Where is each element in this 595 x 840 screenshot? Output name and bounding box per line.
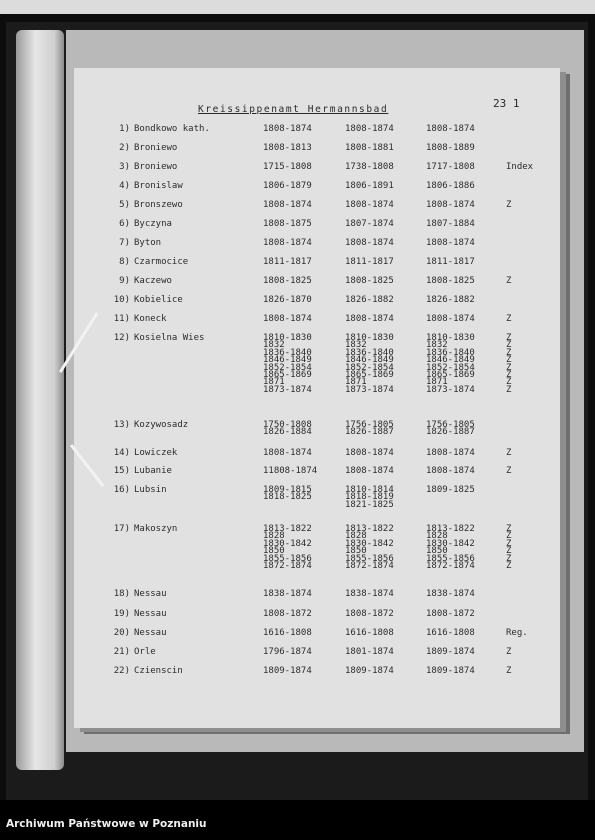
cell-num: 5) — [119, 200, 130, 210]
cell-num: 7) — [119, 238, 130, 248]
cell-name: Makoszyn — [134, 524, 178, 534]
cell-a: 1808-1874 — [263, 314, 312, 324]
cell-num: 4) — [119, 181, 130, 191]
cell-num: 19) — [113, 609, 130, 619]
cell-num: 18) — [113, 589, 130, 599]
cell-c: 1808-1874 — [426, 314, 475, 324]
cell-note: Z — [506, 647, 512, 657]
table-row — [0, 240, 595, 252]
cell-a: 1810-1830 1832 1836-1840 1846-1849 1852-1854 1865-1869 1871 1873-1874 — [263, 333, 312, 395]
cell-a: 1808-1872 — [263, 609, 312, 619]
cell-num: 11) — [113, 314, 130, 324]
cell-name: Bronszewo — [134, 200, 183, 210]
cell-a: 1715-1808 — [263, 162, 312, 172]
cell-name: Kozywosadz — [134, 420, 189, 430]
cell-num: 15) — [113, 466, 130, 476]
cell-num: 6) — [119, 219, 130, 229]
cell-num: 3) — [119, 162, 130, 172]
cell-a: 1811-1817 — [263, 257, 312, 267]
cell-a: 1806-1879 — [263, 181, 312, 191]
cell-num: 16) — [113, 485, 130, 495]
cell-name: Byczyna — [134, 219, 172, 229]
cell-num: 20) — [113, 628, 130, 638]
cell-c: 1813-1822 1828 1830-1842 1850 1855-1856 1872-1874 — [426, 524, 475, 572]
cell-num: 2) — [119, 143, 130, 153]
cell-b: 1808-1874 — [345, 200, 394, 210]
cell-b: 1809-1874 — [345, 666, 394, 676]
table-row — [0, 297, 595, 309]
cell-b: 1808-1874 — [345, 238, 394, 248]
cell-b: 1808-1874 — [345, 466, 394, 476]
table-row — [0, 649, 595, 661]
cell-a: 1808-1874 — [263, 448, 312, 458]
cell-c: 1809-1874 — [426, 666, 475, 676]
cell-c: 1806-1886 — [426, 181, 475, 191]
cell-num: 8) — [119, 257, 130, 267]
cell-c: 1808-1874 — [426, 200, 475, 210]
cell-b: 1756-1805 1826-1887 — [345, 420, 394, 438]
cell-name: Orle — [134, 647, 156, 657]
table-row — [0, 333, 595, 395]
cell-b: 1616-1808 — [345, 628, 394, 638]
cell-c: 1756-1805 1826-1887 — [426, 420, 475, 438]
cell-note: Z — [506, 466, 512, 476]
cell-name: Lowiczek — [134, 448, 178, 458]
cell-num: 21) — [113, 647, 130, 657]
cell-c: 1826-1882 — [426, 295, 475, 305]
cell-name: Czienscin — [134, 666, 183, 676]
cell-b: 1808-1881 — [345, 143, 394, 153]
table-row — [0, 420, 595, 438]
table-row — [0, 126, 595, 138]
cell-name: Kaczewo — [134, 276, 172, 286]
cell-b: 1808-1872 — [345, 609, 394, 619]
cell-a: 1808-1813 — [263, 143, 312, 153]
table-row — [0, 450, 595, 462]
cell-a: 11808-1874 — [263, 466, 318, 476]
table-row — [0, 221, 595, 233]
page-number: 23 1 — [493, 97, 520, 110]
cell-note: Z Z Z Z Z Z — [506, 524, 512, 572]
cell-name: Nessau — [134, 628, 167, 638]
cell-note: Z — [506, 448, 512, 458]
cell-c: 1809-1874 — [426, 647, 475, 657]
cell-a: 1808-1874 — [263, 200, 312, 210]
cell-b: 1738-1808 — [345, 162, 394, 172]
cell-name: Koneck — [134, 314, 167, 324]
table-row — [0, 485, 595, 510]
cell-c: 1810-1830 1832 1836-1840 1846-1849 1852-1854 1865-1869 1871 1873-1874 — [426, 333, 475, 395]
cell-b: 1806-1891 — [345, 181, 394, 191]
cell-a: 1809-1815 1818-1825 — [263, 485, 312, 503]
cell-b: 1826-1882 — [345, 295, 394, 305]
cell-note: Z — [506, 666, 512, 676]
cell-c: 1811-1817 — [426, 257, 475, 267]
table-row — [0, 145, 595, 157]
cell-b: 1811-1817 — [345, 257, 394, 267]
cell-note: Index — [506, 162, 534, 172]
table-row — [0, 278, 595, 290]
cell-b: 1801-1874 — [345, 647, 394, 657]
cell-a: 1838-1874 — [263, 589, 312, 599]
cell-name: Nessau — [134, 589, 167, 599]
cell-b: 1807-1874 — [345, 219, 394, 229]
cell-c: 1807-1884 — [426, 219, 475, 229]
cell-num: 10) — [113, 295, 130, 305]
cell-name: Broniewo — [134, 143, 178, 153]
table-row — [0, 630, 595, 642]
table-row — [0, 316, 595, 328]
document-heading: Kreissippenamt Hermannsbad — [198, 104, 389, 115]
table-row — [0, 259, 595, 271]
cell-num: 22) — [113, 666, 130, 676]
cell-name: Lubanie — [134, 466, 172, 476]
table-row — [0, 591, 595, 603]
cell-a: 1616-1808 — [263, 628, 312, 638]
cell-num: 14) — [113, 448, 130, 458]
table-row — [0, 668, 595, 680]
cell-b: 1838-1874 — [345, 589, 394, 599]
cell-name: Lubsin — [134, 485, 167, 495]
cell-name: Czarmocice — [134, 257, 189, 267]
cell-num: 13) — [113, 420, 130, 430]
table-row — [0, 164, 595, 176]
top-bar — [0, 0, 595, 14]
cell-a: 1813-1822 1828 1830-1842 1850 1855-1856 1872-1874 — [263, 524, 312, 572]
cell-b: 1808-1874 — [345, 314, 394, 324]
cell-c: 1717-1808 — [426, 162, 475, 172]
table-row — [0, 611, 595, 623]
cell-name: Nessau — [134, 609, 167, 619]
cell-c: 1808-1874 — [426, 124, 475, 134]
cell-b: 1810-1830 1832 1836-1840 1846-1849 1852-1854 1865-1869 1871 1873-1874 — [345, 333, 394, 395]
cell-name: Broniewo — [134, 162, 178, 172]
cell-name: Bondkowo kath. — [134, 124, 210, 134]
cell-b: 1808-1825 — [345, 276, 394, 286]
cell-c: 1808-1874 — [426, 466, 475, 476]
cell-b: 1810-1814 1818-1819 1821-1825 — [345, 485, 394, 510]
cell-note: Z — [506, 276, 512, 286]
cell-a: 1750-1808 1826-1884 — [263, 420, 312, 438]
cell-note: Z — [506, 200, 512, 210]
cell-c: 1808-1872 — [426, 609, 475, 619]
cell-a: 1796-1874 — [263, 647, 312, 657]
cell-name: Kosielna Wies — [134, 333, 205, 343]
cell-c: 1808-1825 — [426, 276, 475, 286]
cell-b: 1808-1874 — [345, 124, 394, 134]
cell-c: 1838-1874 — [426, 589, 475, 599]
cell-note: Z Z Z Z Z Z Z Z — [506, 333, 512, 395]
table-row — [0, 468, 595, 480]
archive-name: Archiwum Państwowe w Poznaniu — [6, 818, 207, 830]
cell-c: 1808-1874 — [426, 238, 475, 248]
table-row — [0, 202, 595, 214]
cell-c: 1809-1825 — [426, 485, 475, 495]
cell-a: 1809-1874 — [263, 666, 312, 676]
cell-c: 1808-1874 — [426, 448, 475, 458]
cell-b: 1813-1822 1828 1830-1842 1850 1855-1856 1872-1874 — [345, 524, 394, 572]
table-row — [0, 183, 595, 195]
cell-a: 1808-1874 — [263, 238, 312, 248]
cell-note: Reg. — [506, 628, 528, 638]
cell-a: 1808-1874 — [263, 124, 312, 134]
cell-b: 1808-1874 — [345, 448, 394, 458]
cell-c: 1616-1808 — [426, 628, 475, 638]
cell-a: 1808-1825 — [263, 276, 312, 286]
cell-name: Byton — [134, 238, 162, 248]
cell-num: 9) — [119, 276, 130, 286]
cell-name: Kobielice — [134, 295, 183, 305]
cell-a: 1826-1870 — [263, 295, 312, 305]
cell-num: 17) — [113, 524, 130, 534]
table-row — [0, 524, 595, 572]
cell-num: 1) — [119, 124, 130, 134]
cell-a: 1808-1875 — [263, 219, 312, 229]
cell-name: Bronislaw — [134, 181, 183, 191]
cell-note: Z — [506, 314, 512, 324]
cell-c: 1808-1889 — [426, 143, 475, 153]
cell-num: 12) — [113, 333, 130, 343]
